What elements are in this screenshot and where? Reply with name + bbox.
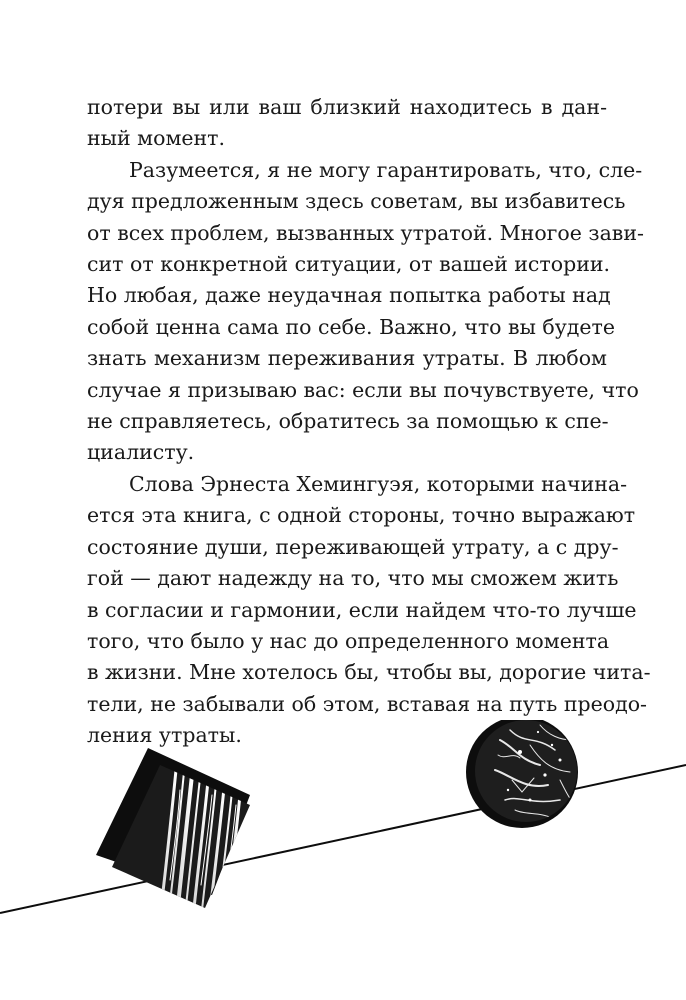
textured-circle-shape bbox=[466, 720, 590, 835]
text-line: потери вы или ваш близкий находитесь в дан- bbox=[87, 95, 607, 119]
text-line: Но любая, даже неудачная попытка работы над bbox=[87, 283, 611, 308]
text-line: сит от конкретной ситуации, от вашей истории. bbox=[87, 252, 611, 277]
text-line: Разумеется, я не могу гарантировать, что, сле- bbox=[129, 157, 643, 182]
text-line: случае я призываю вас: если вы почувствуете, что bbox=[87, 377, 639, 402]
text-line: ется эта книга, с одной стороны, точно выражают bbox=[87, 503, 636, 528]
text-line: гой — дают надежду на то, что мы сможем жить bbox=[87, 566, 619, 591]
text-line: тели, не забывали об этом, вставая на путь преодо- bbox=[87, 691, 647, 716]
text-line: от всех проблем, вызванных утратой. Многое зави- bbox=[87, 220, 644, 245]
text-line: не справляетесь, обратитесь за помощью к спе- bbox=[87, 409, 609, 434]
text-line: ный момент. bbox=[87, 126, 226, 151]
text-line: дуя предложенным здесь советам, вы избавитесь bbox=[87, 189, 626, 214]
textured-square-shape bbox=[96, 748, 260, 920]
diagonal-line bbox=[0, 765, 686, 913]
text-line: в согласии и гармонии, если найдем что-то лучше bbox=[87, 597, 637, 622]
decorative-illustration bbox=[0, 720, 686, 1000]
text-line: того, что было у нас до определенного момента bbox=[87, 628, 610, 653]
text-line: Слова Эрнеста Хемингуэя, которыми начина- bbox=[129, 471, 628, 496]
text-line: в жизни. Мне хотелось бы, чтобы вы, дорогие чита- bbox=[87, 660, 651, 685]
text-line: собой ценна сама по себе. Важно, что вы будете bbox=[87, 314, 616, 339]
text-line: знать механизм переживания утраты. В любом bbox=[87, 346, 607, 371]
text-line: циалисту. bbox=[87, 440, 195, 465]
body-text bbox=[87, 92, 651, 752]
text-line: ления утраты. bbox=[87, 723, 242, 748]
text-line: состояние души, переживающей утрату, а с дру- bbox=[87, 534, 619, 559]
